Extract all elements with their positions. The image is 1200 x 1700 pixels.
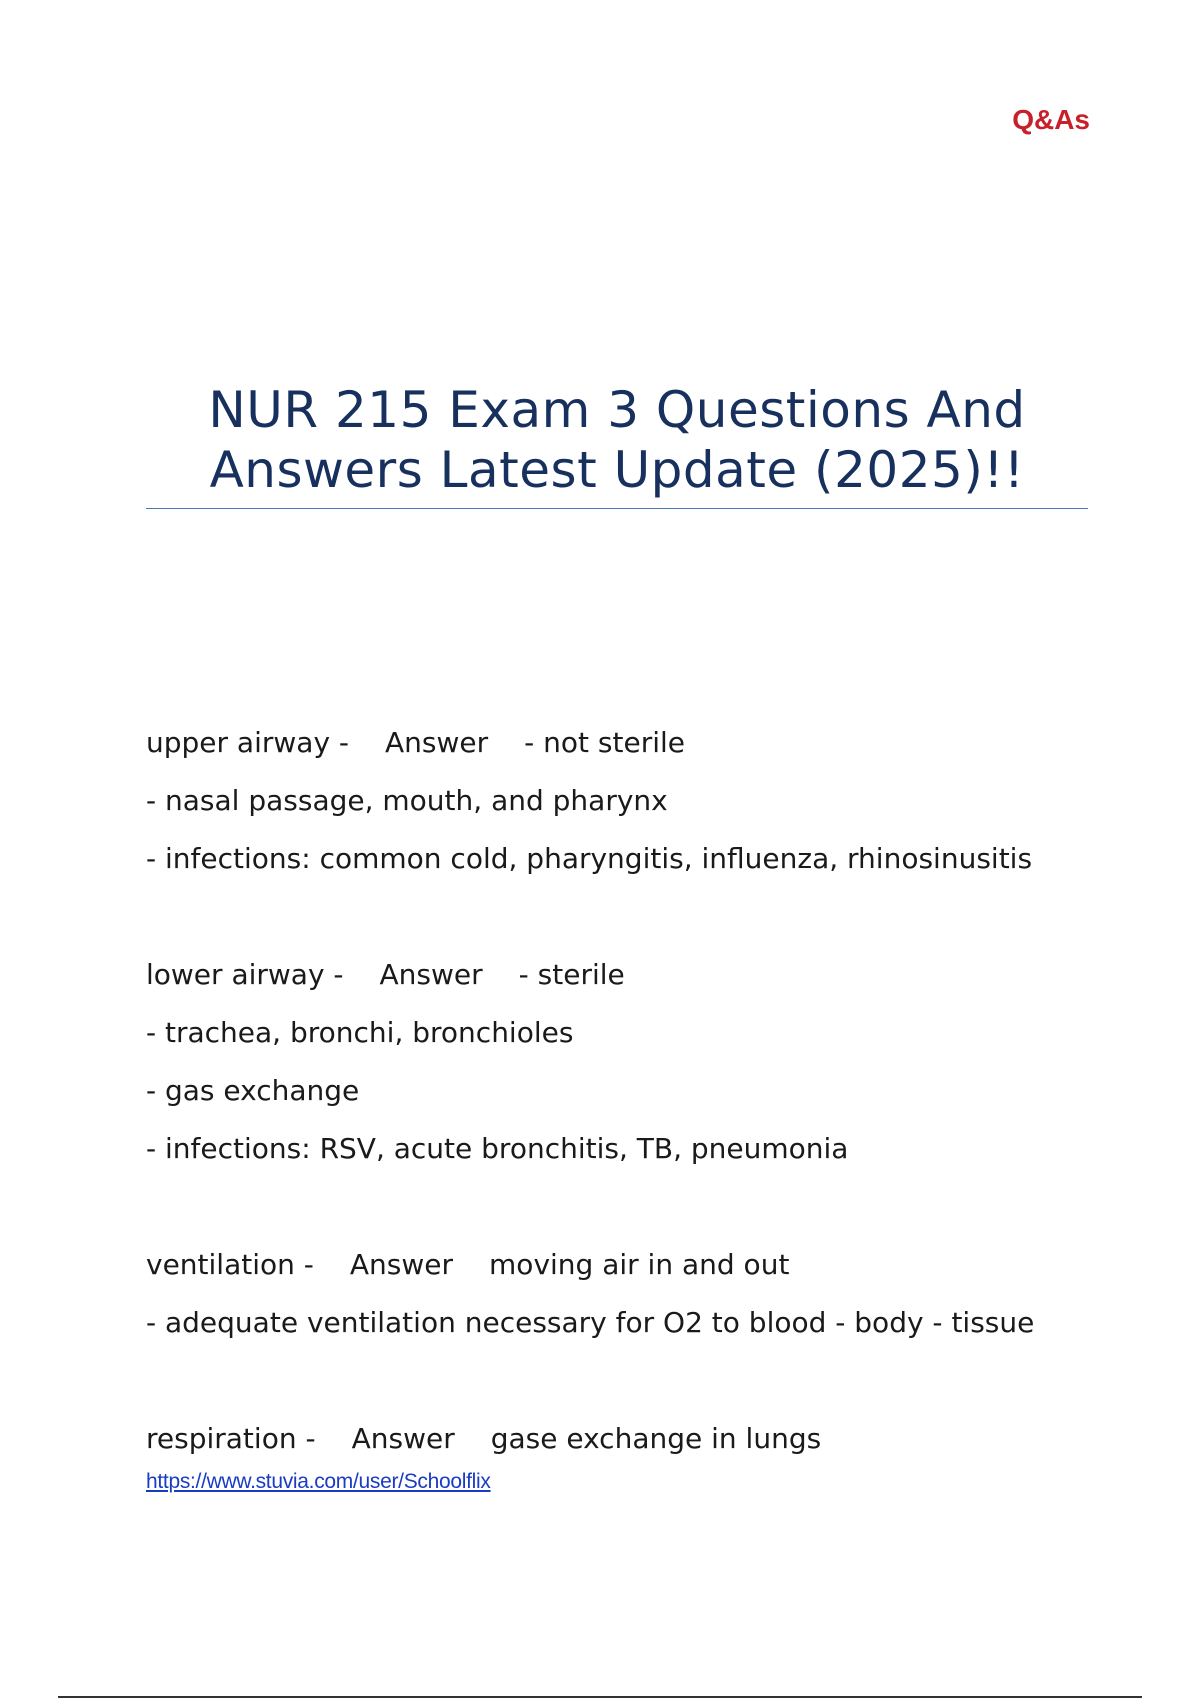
qa-question-line [146,946,1106,1004]
answer-detail: - gas exchange [146,1074,360,1107]
qa-item-respiration [146,1410,1106,1468]
answer-label: Answer [385,726,489,759]
qa-term: ventilation - [146,1248,314,1281]
qa-content [146,714,1106,1526]
qa-term: respiration - [146,1422,316,1455]
title-line-2: Answers Latest Update (2025)!! [209,441,1025,499]
answer-label: Answer [349,1248,454,1281]
qa-question-line [146,714,1106,772]
footer-divider [58,1696,1142,1698]
title-block [146,380,1088,509]
answer-detail: - trachea, bronchi, bronchioles [146,1016,574,1049]
qas-header-tag: Q&As [1012,104,1090,135]
answer-detail: - infections: RSV, acute bronchitis, TB, pneumonia [146,1132,849,1165]
qa-term: lower airway - [146,958,344,991]
qa-question-line [146,1236,1106,1294]
qa-question-line [146,1410,1106,1468]
stuvia-profile-link[interactable]: https://www.stuvia.com/user/Schoolflix [146,1470,491,1493]
title-line-1: NUR 215 Exam 3 Questions And [208,381,1026,439]
answer-text: - not sterile [524,726,686,759]
answer-detail: - nasal passage, mouth, and pharynx [146,784,668,817]
qa-term: upper airway - [146,726,350,759]
answer-text: - sterile [518,958,625,991]
answer-text: gase exchange in lungs [490,1422,822,1455]
answer-text: moving air in and out [489,1248,790,1281]
answer-detail: - infections: common cold, pharyngitis, influenza, rhinosinusitis [146,842,1033,875]
qa-item-upper-airway [146,714,1106,888]
answer-detail: - adequate ventilation necessary for O2 to blood - body - tissue [146,1306,1035,1339]
qa-item-ventilation [146,1236,1106,1352]
answer-label: Answer [351,1422,455,1455]
document-title [146,380,1088,500]
qa-item-lower-airway [146,946,1106,1178]
answer-label: Answer [379,958,483,991]
